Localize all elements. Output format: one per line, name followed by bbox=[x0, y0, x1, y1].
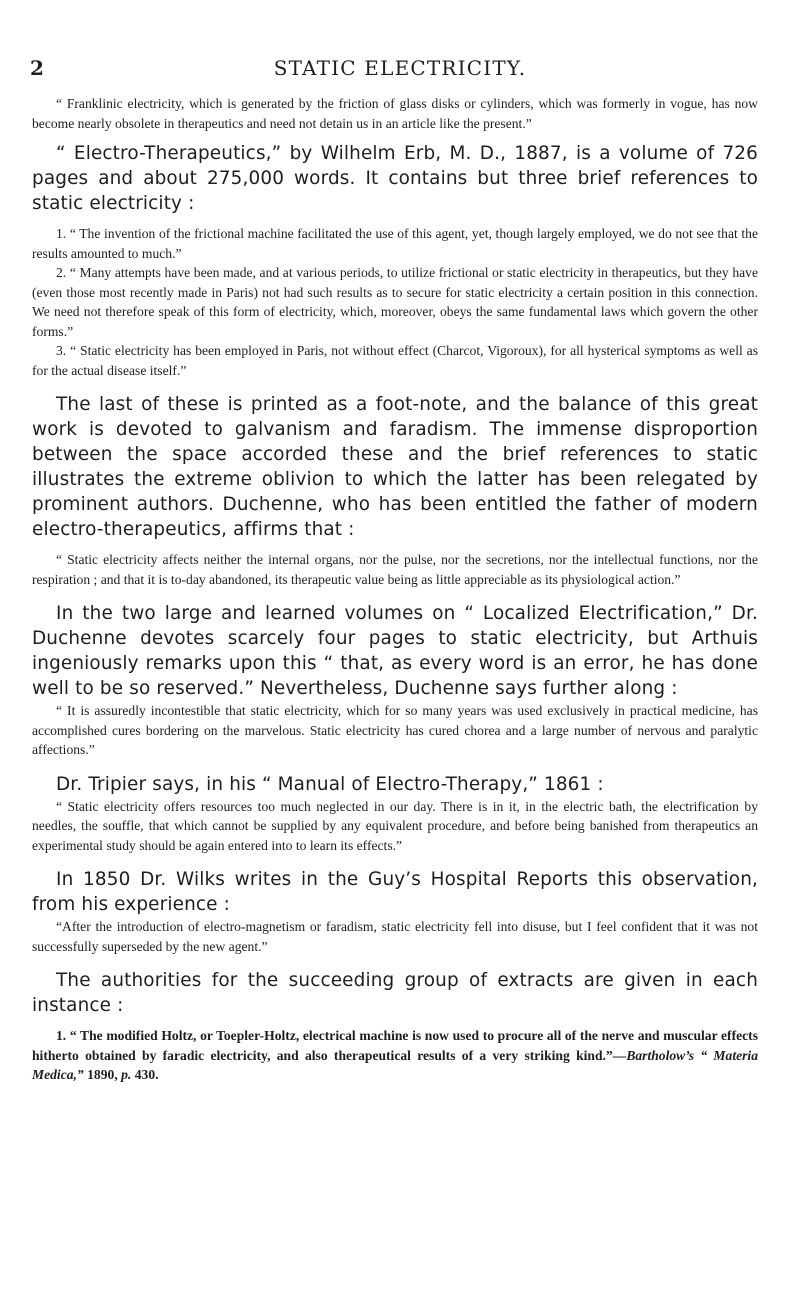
extract-page-number: 430. bbox=[131, 1067, 159, 1082]
quote-franklinic: “ Franklinic electricity, which is generated by the friction of glass disks or cylinders, which was formerly in vogue, has now become nearly obsolete in therapeutics and need not detain us in an article like the present.” bbox=[32, 96, 758, 131]
page-header bbox=[30, 56, 770, 80]
running-head: STATIC ELECTRICITY. bbox=[273, 56, 527, 80]
quote-tripier: “ Static electricity offers resources too much neglected in our day. There is in it, in the electric bath, the electrification by needles, the souffle, that which cannot be supplied by any equivalent procedure, and before being banished from therapeutics an experimental study should be again entered into to learn its effects.” bbox=[32, 798, 758, 853]
quote-duchenne-1: “ Static electricity affects neither the internal organs, nor the pulse, nor the secretions, nor the intellectual functions, nor the respiration ; and that it is to-day abandoned, its therapeutic value being as little appreciable as its physiological action.” bbox=[32, 552, 758, 587]
page-number: 2 bbox=[30, 56, 44, 80]
paragraph-erb-volume: “ Electro-Therapeutics,” by Wilhelm Erb, M. D., 1887, is a volume of 726 pages and about 275,000 words. It contains but three brief references to static electricity : bbox=[32, 143, 758, 214]
paragraph-tripier: Dr. Tripier says, in his “ Manual of Electro-Therapy,” 1861 : bbox=[56, 773, 604, 795]
extract-page-label: p. bbox=[121, 1067, 132, 1082]
extract-text: 1. “ The modified Holtz, or Toepler-Holtz, electrical machine is now used to procure all of the nerve and muscular effects hitherto obtained by faradic electricity, and also therapeutical results of a very striking kind.”— bbox=[32, 1028, 758, 1063]
paragraph-localized-electrification: In the two large and learned volumes on “ Localized Electrification,” Dr. Duchenne devotes scarcely four pages to static electricity, but Arthuis ingeniously remarks upon this “ that, as every word is an error, he has done well to be so reserved.” Nevertheless, Duchenne says further along : bbox=[32, 603, 758, 699]
page-content bbox=[32, 94, 758, 1085]
erb-reference-1: 1. “ The invention of the frictional machine facilitated the use of this agent, yet, though largely employed, we do not see that the results amounted to much.” bbox=[32, 226, 758, 261]
erb-reference-2: 2. “ Many attempts have been made, and at various periods, to utilize frictional or static electricity in therapeutics, but they have (even those most recently made in Paris) not had such results as to secure for static electricity a certain position in this connection. We need not therefore speak of this form of electricity, which, moreover, obeys the same fundamental laws which govern the other forms.” bbox=[32, 265, 758, 339]
erb-reference-3: 3. “ Static electricity has been employed in Paris, not without effect (Charcot, Vigoroux), for all hysterical symptoms as well as for the actual disease itself.” bbox=[32, 343, 758, 378]
paragraph-foot-note: The last of these is printed as a foot-note, and the balance of this great work is devoted to galvanism and faradism. The immense disproportion between the space accorded these and the brief references to static illustrates the extreme oblivion to which the latter has been relegated by prominent authors. Duchenne, who has been entitled the father of modern electro-therapeutics, affirms that : bbox=[32, 394, 758, 540]
extract-bartholow bbox=[32, 1026, 758, 1085]
extract-source: Bartholow’s “ Materia Medica,” bbox=[32, 1047, 758, 1082]
extract-year: 1890, bbox=[83, 1067, 122, 1082]
paragraph-wilks: In 1850 Dr. Wilks writes in the Guy’s Hospital Reports this observation, from his experience : bbox=[32, 869, 758, 915]
quote-duchenne-2: “ It is assuredly incontestible that static electricity, which for so many years was used exclusively in practical medicine, has accomplished cures bordering on the marvelous. Static electricity has cured chorea and a large number of nervous and paralytic affections.” bbox=[32, 703, 758, 757]
quote-wilks: “After the introduction of electro-magnetism or faradism, static electricity fell into disuse, but I feel confident that it was not successfully superseded by the new agent.” bbox=[32, 919, 758, 954]
paragraph-authorities: The authorities for the succeeding group of extracts are given in each instance : bbox=[32, 970, 758, 1016]
